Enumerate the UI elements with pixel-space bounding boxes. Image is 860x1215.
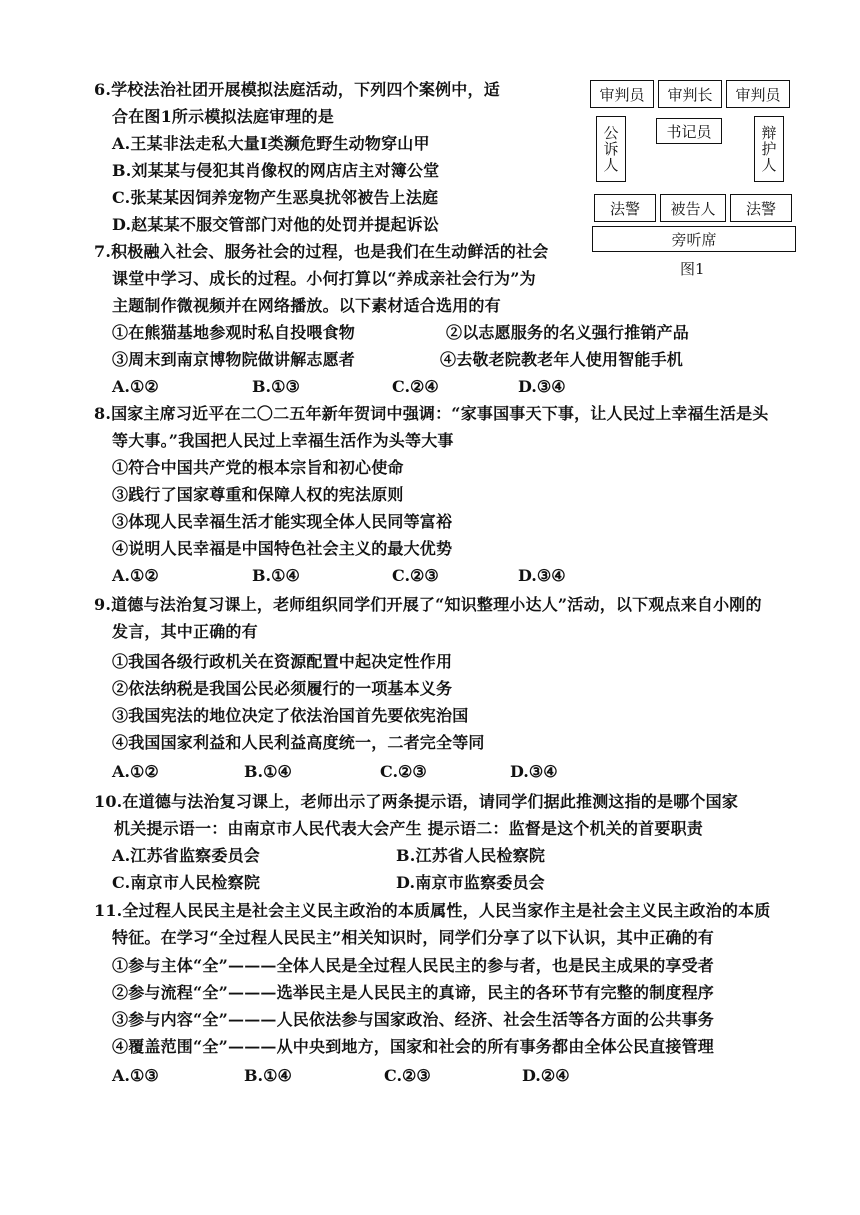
q8-item-1: ①符合中国共产党的根本宗旨和初心使命 [112,458,404,477]
q11-option-b: B.①④ [244,1066,292,1085]
q11-item-4: ④覆盖范围“全”———从中央到地方，国家和社会的所有事务都由全体公民直接管理 [112,1037,715,1056]
judge-left-box: 审判员 [590,80,654,108]
clerk-box: 书记员 [656,118,722,144]
q10-option-d: D.南京市监察委员会 [396,873,545,892]
q10-option-c: C.南京市人民检察院 [112,873,261,892]
q10-stem-line1: 10.在道德与法治复习课上，老师出示了两条提示语，请同学们据此推测这指的是哪个国家 [94,792,739,811]
q7-stem-line3: 主题制作微视频并在网络播放。以下素材适合选用的有 [112,296,501,315]
q9-item-1: ①我国各级行政机关在资源配置中起决定性作用 [112,652,453,671]
q9-item-3: ③我国宪法的地位决定了依法治国首先要依宪治国 [112,706,469,725]
q9-item-4: ④我国国家利益和人民利益高度统一，二者完全等同 [112,733,485,752]
q7-item-4: ④去敬老院教老年人使用智能手机 [440,350,684,369]
q11-item-1: ①参与主体“全”———全体人民是全过程人民民主的参与者，也是民主成果的享受者 [112,956,715,975]
q11-item-2: ②参与流程“全”———选举民主是人民民主的真谛，民主的各环节有完整的制度程序 [112,983,715,1002]
q11-option-a: A.①③ [112,1066,159,1085]
q9-option-c: C.②③ [380,762,427,781]
q7-option-b: B.①③ [252,377,300,396]
q8-option-c: C.②③ [392,566,439,585]
q7-option-d: D.③④ [518,377,566,396]
q8-option-b: B.①④ [252,566,300,585]
q8-option-d: D.③④ [518,566,566,585]
q8-item-4: ④说明人民幸福是中国特色社会主义的最大优势 [112,539,453,558]
q8-stem-line1: 8.国家主席习近平在二〇二五年新年贺词中强调：“家事国事天下事，让人民过上幸福生活是头 [94,404,769,423]
q8-stem-line2: 等大事。”我国把人民过上幸福生活作为头等大事 [112,431,454,450]
q7-item-1: ①在熊猫基地参观时私自投喂食物 [112,323,356,342]
q7-stem-line2: 课堂中学习、成长的过程。小何打算以“养成亲社会行为”为 [112,269,536,288]
q6-option-b: B.刘某某与侵犯其肖像权的网店店主对簿公堂 [112,161,440,180]
bailiff-left-box: 法警 [594,194,656,222]
q8-option-a: A.①② [112,566,159,585]
bailiff-right-box: 法警 [730,194,792,222]
q11-option-c: C.②③ [384,1066,431,1085]
figure-caption: 图1 [680,260,705,278]
q11-stem-line1: 11.全过程人民民主是社会主义民主政治的本质属性，人民当家作主是社会主义民主政治的本质 [94,901,771,920]
defendant-box: 被告人 [660,194,726,222]
q8-item-3: ③体现人民幸福生活才能实现全体人民同等富裕 [112,512,453,531]
q11-item-3: ③参与内容“全”———人民依法参与国家政治、经济、社会生活等各方面的公共事务 [112,1010,715,1029]
q11-stem-line2: 特征。在学习“全过程人民民主”相关知识时，同学们分享了以下认识，其中正确的有 [112,928,715,947]
q10-option-a: A.江苏省监察委员会 [112,846,260,865]
q9-stem-line2: 发言，其中正确的有 [112,622,258,641]
q7-option-a: A.①② [112,377,159,396]
q9-option-a: A.①② [112,762,159,781]
q8-item-2: ③践行了国家尊重和保障人权的宪法原则 [112,485,404,504]
q6-stem-line1: 6.学校法治社团开展模拟法庭活动，下列四个案例中，适 [94,80,500,99]
defender-box: 辩护人 [754,116,784,182]
judge-right-box: 审判员 [726,80,790,108]
prosecutor-box: 公诉人 [596,116,626,182]
gallery-box: 旁听席 [592,226,796,252]
q9-stem-line1: 9.道德与法治复习课上，老师组织同学们开展了“知识整理小达人”活动，以下观点来自小刚的 [94,595,762,614]
q9-option-d: D.③④ [510,762,558,781]
q7-item-3: ③周末到南京博物院做讲解志愿者 [112,350,356,369]
q10-option-b: B.江苏省人民检察院 [396,846,546,865]
q9-item-2: ②依法纳税是我国公民必须履行的一项基本义务 [112,679,453,698]
q7-stem-line1: 7.积极融入社会、服务社会的过程，也是我们在生动鲜活的社会 [94,242,549,261]
q6-option-d: D.赵某某不服交管部门对他的处罚并提起诉讼 [112,215,440,234]
q6-option-a: A.王某非法走私大量I类濒危野生动物穿山甲 [112,134,430,153]
q10-stem-line2: 机关提示语一：由南京市人民代表大会产生 提示语二：监督是这个机关的首要职责 [114,819,703,838]
chief-judge-box: 审判长 [658,80,722,108]
q7-option-c: C.②④ [392,377,439,396]
q7-item-2: ②以志愿服务的名义强行推销产品 [446,323,690,342]
courtroom-figure [588,78,798,278]
q11-option-d: D.②④ [522,1066,570,1085]
q9-option-b: B.①④ [244,762,292,781]
q6-option-c: C.张某某因饲养宠物产生恶臭扰邻被告上法庭 [112,188,439,207]
q6-stem-line2: 合在图1所示模拟法庭审理的是 [112,107,334,126]
